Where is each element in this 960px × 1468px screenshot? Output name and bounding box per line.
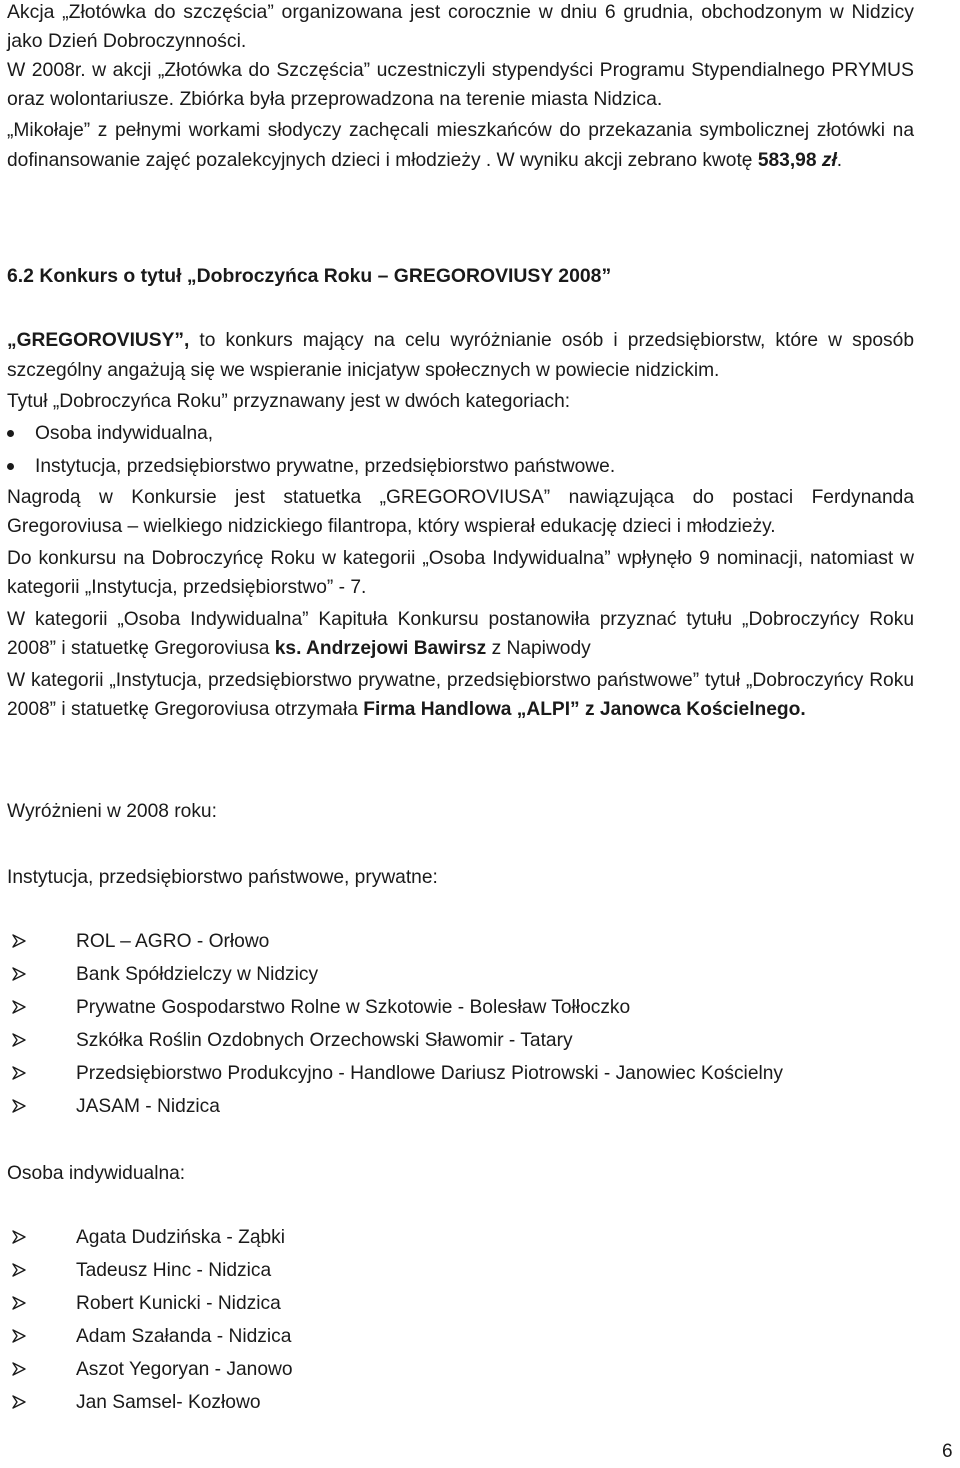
list-item: Przedsiębiorstwo Produkcyjno - Handlowe Dariusz Piotrowski - Janowiec Kościelny	[7, 1057, 783, 1090]
winner-individual-place: z Napiwody	[491, 638, 591, 659]
arrow-bullet-icon	[12, 967, 26, 981]
section-heading: 6.2 Konkurs o tytuł „Dobroczyńca Roku – GREGOROVIUSY 2008”	[7, 265, 612, 287]
winner-individual-paragraph	[7, 605, 914, 664]
prize-paragraph: Nagrodą w Konkursie jest statuetka „GREGOROVIUSA” nawiązująca do postaci Ferdynanda Gregoroviusa – wielkiego nidzickiego filantropa, który wspierał edukację dzieci i młodzieży.	[7, 486, 914, 537]
intro-paragraph-1: Akcja „Złotówka do szczęścia” organizowana jest corocznie w dniu 6 grudnia, obchodzonym w Nidzicy jako Dzień Dobroczynności.	[7, 1, 914, 52]
arrow-bullet-icon	[12, 934, 26, 948]
list-item: Szkółka Roślin Ozdobnych Orzechowski Sławomir - Tatary	[7, 1024, 783, 1057]
list-item: Adam Szałanda - Nidzica	[7, 1320, 293, 1353]
contest-description	[7, 326, 914, 385]
arrow-bullet-icon	[12, 1296, 26, 1310]
list-item: Prywatne Gospodarstwo Rolne w Szkotowie - Bolesław Tołłoczko	[7, 991, 783, 1024]
list-item: Bank Spółdzielczy w Nidzicy	[7, 958, 783, 991]
winner-individual-name: ks. Andrzejowi Bawirsz	[274, 638, 487, 659]
category-item: Osoba indywidualna,	[7, 417, 914, 450]
page-number: 6	[942, 1441, 953, 1462]
intro-period: .	[836, 149, 843, 171]
arrow-bullet-icon	[12, 1329, 26, 1343]
list-item: JASAM - Nidzica	[7, 1090, 783, 1123]
intro-paragraph-3	[7, 116, 914, 175]
arrow-bullet-icon	[12, 1099, 26, 1113]
section-body	[7, 326, 914, 725]
winner-institution-name: Firma Handlowa „ALPI” z Janowca Kościelnego.	[363, 699, 806, 720]
winner-individual-text: W kategorii „Osoba Indywidualna” Kapituła Konkursu postanowiła przyznać tytułu „Dobroczyńcy Roku 2008” i statuetkę Gregoroviusa	[7, 608, 914, 659]
distinguished-title: Wyróżnieni w 2008 roku:	[7, 801, 217, 822]
nominations-paragraph: Do konkursu na Dobroczyńcę Roku w kategorii „Osoba Indywidualna” wpłynęło 9 nominacji, natomiast w kategorii „Instytucja, przedsiębiorstwo” - 7.	[7, 547, 914, 598]
individuals-list	[7, 1221, 293, 1419]
contest-name: „GREGOROVIUSY”,	[7, 330, 190, 351]
list-item: Agata Dudzińska - Ząbki	[7, 1221, 293, 1254]
institutions-list	[7, 925, 783, 1123]
arrow-bullet-icon	[12, 1230, 26, 1244]
intro-paragraph-2: W 2008r. w akcji „Złotówka do Szczęścia” uczestniczyli stypendyści Programu Stypendialnego PRYMUS oraz wolontariusze. Zbiórka była przeprowadzona na terenie miasta Nidzica.	[7, 59, 914, 110]
category-item: Instytucja, przedsiębiorstwo prywatne, przedsiębiorstwo państwowe.	[7, 450, 914, 483]
list-item: Aszot Yegoryan - Janowo	[7, 1353, 293, 1386]
arrow-bullet-icon	[12, 1000, 26, 1014]
arrow-bullet-icon	[12, 1395, 26, 1409]
arrow-bullet-icon	[12, 1033, 26, 1047]
arrow-bullet-icon	[12, 1066, 26, 1080]
contest-description-text: to konkurs mający na celu wyróżnianie osób i przedsiębiorstw, które w sposób szczególny angażują się we wspieranie inicjatyw społecznych w powiecie nidzickim.	[7, 330, 914, 381]
bullet-icon	[7, 430, 14, 437]
list-item: ROL – AGRO - Orłowo	[7, 925, 783, 958]
winner-institution-paragraph	[7, 666, 914, 725]
winner-institution-text: W kategorii „Instytucja, przedsiębiorstwo prywatne, przedsiębiorstwo państwowe” tytuł „Dobroczyńcy Roku 2008” i statuetkę Gregoroviusa otrzymała	[7, 669, 914, 720]
arrow-bullet-icon	[12, 1362, 26, 1376]
categories-list	[7, 417, 914, 483]
list-item: Tadeusz Hinc - Nidzica	[7, 1254, 293, 1287]
arrow-bullet-icon	[12, 1263, 26, 1277]
intro-paragraph-3-text: „Mikołaje” z pełnymi workami słodyczy zachęcali mieszkańców do przekazania symbolicznej złotówki na dofinansowanie zajęć pozalekcyjnych dzieci i młodzieży . W wyniku akcji zebrano kwotę	[7, 120, 914, 171]
list-item: Jan Samsel- Kozłowo	[7, 1386, 293, 1419]
collected-currency: zł	[821, 149, 837, 171]
list-item: Robert Kunicki - Nidzica	[7, 1287, 293, 1320]
individuals-title: Osoba indywidualna:	[7, 1163, 186, 1184]
intro-block	[7, 0, 914, 114]
institutions-title: Instytucja, przedsiębiorstwo państwowe, prywatne:	[7, 867, 438, 888]
bullet-icon	[7, 463, 14, 470]
categories-intro: Tytuł „Dobroczyńca Roku” przyznawany jest w dwóch kategoriach:	[7, 391, 571, 412]
collected-amount: 583,98	[757, 149, 817, 171]
